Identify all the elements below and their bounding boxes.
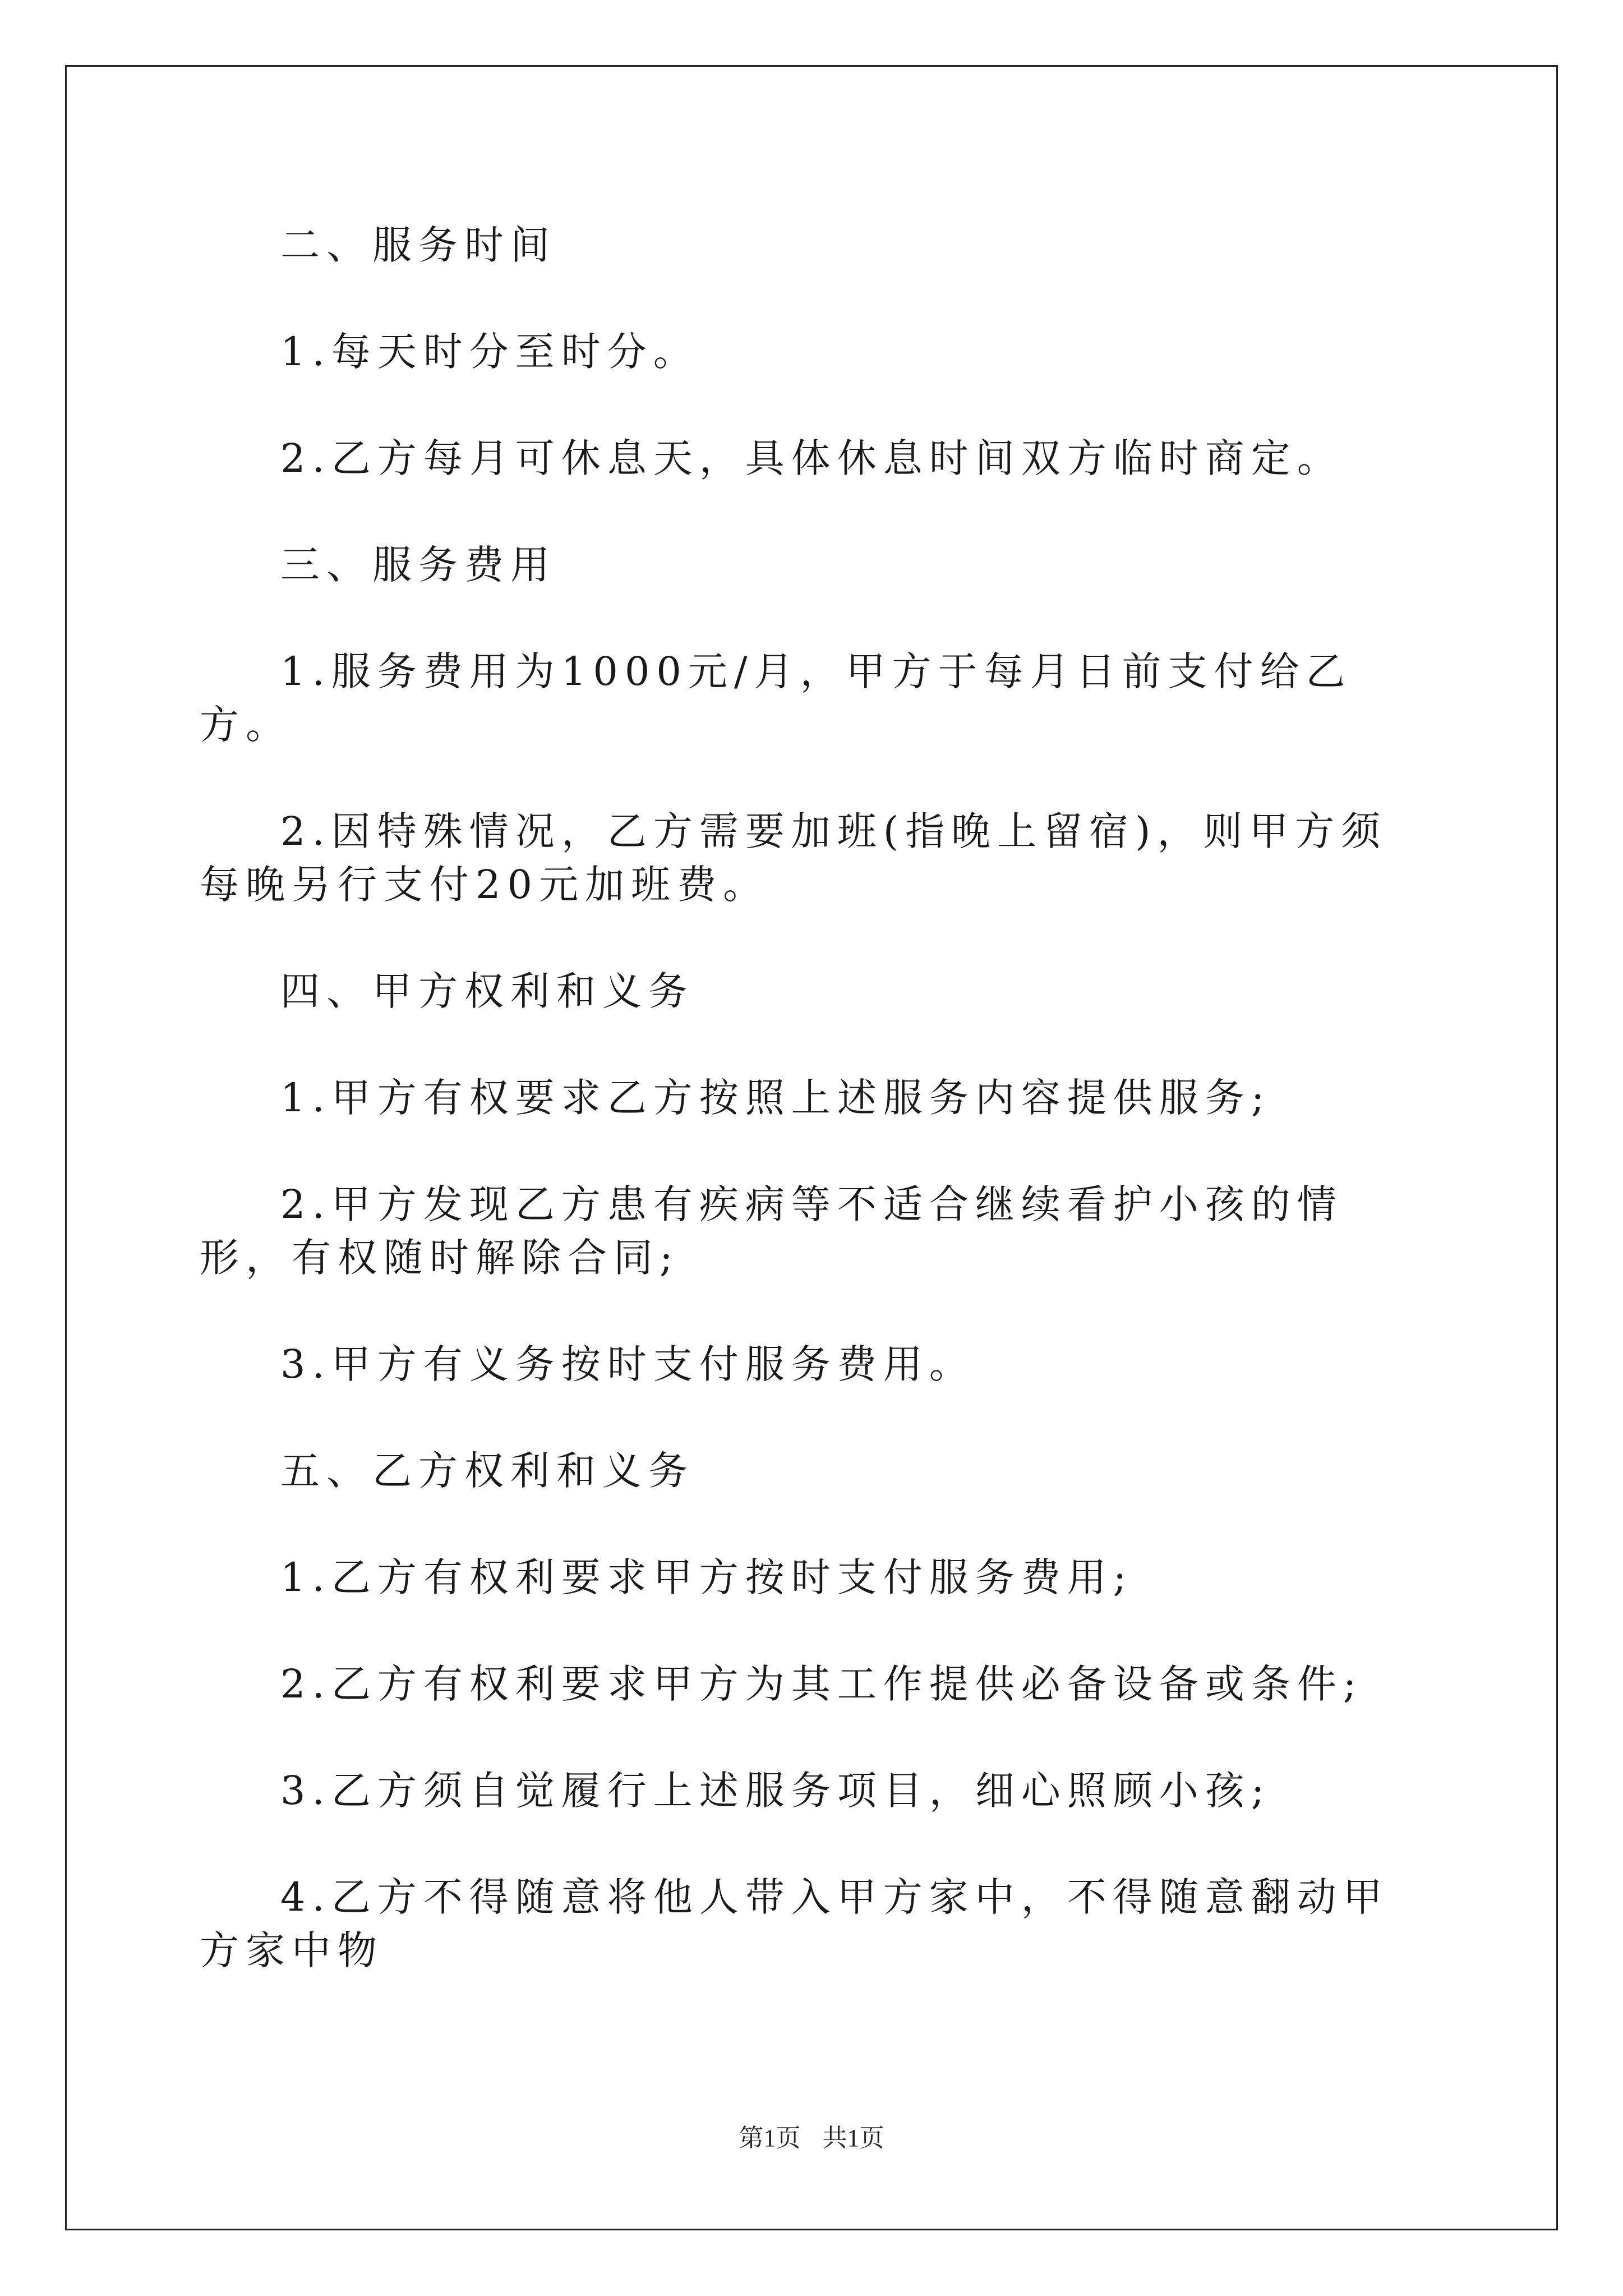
paragraph: 1.每天时分至时分。 bbox=[280, 329, 699, 375]
paragraph: 2.乙方每月可休息天，具体休息时间双方临时商定。 bbox=[280, 435, 1343, 481]
paragraph: 2.甲方发现乙方患有疾病等不适合继续看护小孩的情形，有权随时解除合同; bbox=[200, 1181, 1343, 1281]
paragraph: 3.乙方须自觉履行上述服务项目，细心照顾小孩; bbox=[280, 1768, 1271, 1814]
paragraph: 1.乙方有权利要求甲方按时支付服务费用; bbox=[280, 1554, 1133, 1600]
document-body bbox=[200, 219, 1431, 1977]
paragraph: 1.甲方有权要求乙方按照上述服务内容提供服务; bbox=[280, 1075, 1271, 1121]
paragraph: 4.乙方不得随意将他人带入甲方家中，不得随意翻动甲方家中物 bbox=[200, 1874, 1389, 1973]
section-heading-party-a: 四、甲方权利和义务 bbox=[280, 968, 694, 1014]
paragraph: 2.乙方有权利要求甲方为其工作提供必备设备或条件; bbox=[280, 1661, 1363, 1707]
page-total: 共1页 bbox=[822, 2124, 884, 2152]
page-footer bbox=[0, 2118, 1623, 2154]
section-heading-service-time: 二、服务时间 bbox=[280, 222, 556, 268]
paragraph: 3.甲方有义务按时支付服务费用。 bbox=[280, 1341, 975, 1387]
page-number: 第1页 bbox=[739, 2124, 801, 2152]
paragraph: 2.因特殊情况，乙方需要加班(指晚上留宿)，则甲方须每晚另行支付20元加班费。 bbox=[200, 808, 1387, 908]
section-heading-party-b: 五、乙方权利和义务 bbox=[280, 1448, 694, 1494]
paragraph: 1.服务费用为1000元/月，甲方于每月日前支付给乙方。 bbox=[200, 648, 1352, 748]
section-heading-service-fee: 三、服务费用 bbox=[280, 542, 556, 588]
